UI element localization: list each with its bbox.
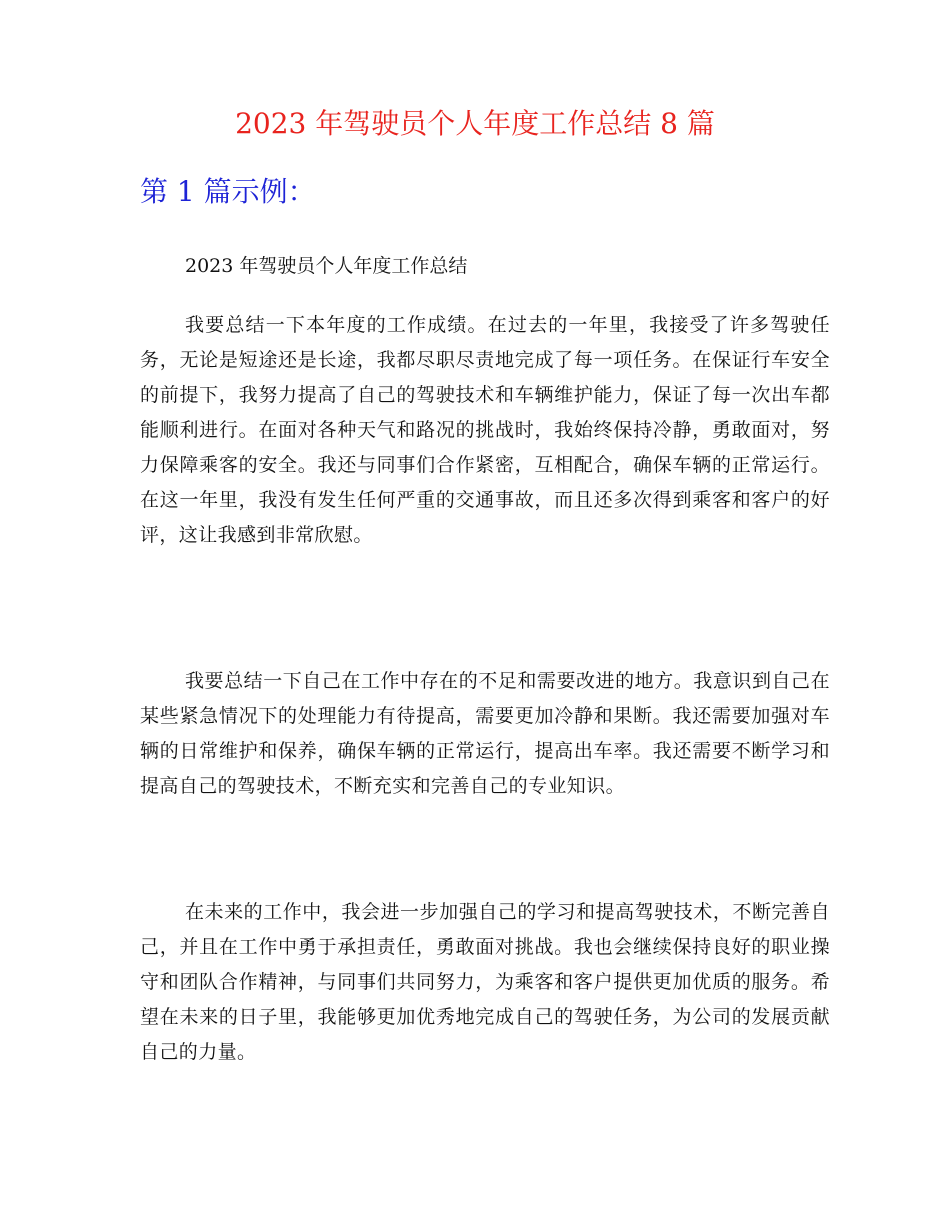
example-subtitle: 2023 年驾驶员个人年度工作总结	[185, 255, 468, 277]
body-paragraph: 在未来的工作中，我会进一步加强自己的学习和提高驾驶技术，不断完善自己，并且在工作中勇于承担责任，勇敢面对挑战。我也会继续保持良好的职业操守和团队合作精神，与同事们共同努力，为乘客和客户提供更加优质的服务。希望在未来的日子里，我能够更加优秀地完成自己的驾驶任务，为公司的发展贡献自己的力量。	[140, 901, 830, 1063]
body-paragraph: 我要总结一下自己在工作中存在的不足和需要改进的地方。我意识到自己在某些紧急情况下的处理能力有待提高，需要更加冷静和果断。我还需要加强对车辆的日常维护和保养，确保车辆的正常运行，提高出车率。我还需要不断学习和提高自己的驾驶技术，不断充实和完善自己的专业知识。	[140, 670, 830, 797]
document-title: 2023 年驾驶员个人年度工作总结 8 篇	[235, 107, 715, 140]
section-heading: 第 1 篇示例：	[140, 175, 316, 208]
body-paragraph: 我要总结一下本年度的工作成绩。在过去的一年里，我接受了许多驾驶任务，无论是短途还是长途，我都尽职尽责地完成了每一项任务。在保证行车安全的前提下，我努力提高了自己的驾驶技术和车辆维护能力，保证了每一次出车都能顺利进行。在面对各种天气和路况的挑战时，我始终保持冷静，勇敢面对，努力保障乘客的安全。我还与同事们合作紧密，互相配合，确保车辆的正常运行。在这一年里，我没有发生任何严重的交通事故，而且还多次得到乘客和客户的好评，这让我感到非常欣慰。	[140, 314, 830, 546]
